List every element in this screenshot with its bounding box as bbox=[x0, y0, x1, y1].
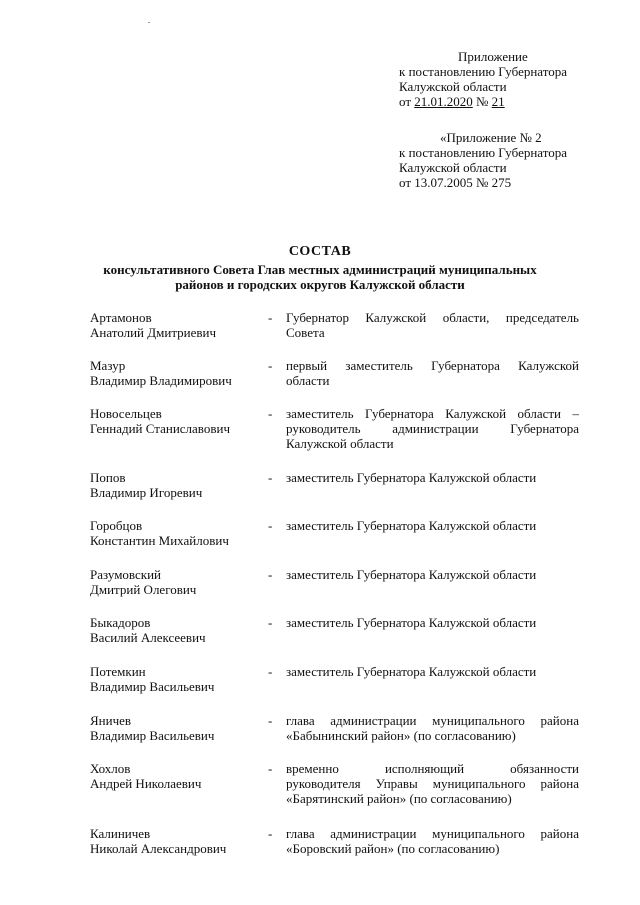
member-surname: Яничев bbox=[90, 713, 132, 728]
member-role bbox=[286, 826, 579, 856]
role-line: «Боровский район» (по согласованию) bbox=[286, 841, 500, 856]
member-name bbox=[90, 615, 265, 645]
attachment2-date-line: от 13.07.2005 № 275 bbox=[399, 175, 512, 190]
member-given-name: Василий Алексеевич bbox=[90, 630, 206, 645]
role-line: Совета bbox=[286, 325, 325, 340]
member-surname: Калиничев bbox=[90, 826, 151, 841]
attachment-label: Приложение bbox=[458, 49, 528, 64]
member-role bbox=[286, 664, 579, 679]
member-surname: Разумовский bbox=[90, 567, 161, 582]
member-name bbox=[90, 567, 265, 597]
attachment-date-line bbox=[399, 94, 629, 109]
member-name bbox=[90, 664, 265, 694]
member-surname: Горобцов bbox=[90, 518, 143, 533]
role-line: заместитель Губернатора Калужской области bbox=[286, 567, 537, 582]
member-role bbox=[286, 615, 579, 630]
member-dash: - bbox=[268, 470, 273, 485]
decree-number: 21 bbox=[491, 94, 505, 109]
subtitle-line-1: консультативного Совета Глав местных администраций муниципальных bbox=[103, 262, 537, 277]
member-given-name: Владимир Владимирович bbox=[90, 373, 232, 388]
attachment2-decree: к постановлению Губернатора bbox=[399, 145, 568, 160]
member-surname: Хохлов bbox=[90, 761, 131, 776]
member-dash: - bbox=[268, 518, 273, 533]
scan-speck bbox=[148, 22, 150, 23]
member-given-name: Владимир Игоревич bbox=[90, 485, 203, 500]
subtitle-line-2: районов и городских округов Калужской области bbox=[175, 277, 465, 292]
member-name bbox=[90, 358, 265, 388]
member-surname: Новосельцев bbox=[90, 406, 162, 421]
member-dash: - bbox=[268, 761, 273, 776]
page-subtitle bbox=[60, 262, 580, 292]
role-line: заместитель Губернатора Калужской области bbox=[286, 615, 537, 630]
attachment-header bbox=[399, 49, 629, 109]
member-role bbox=[286, 470, 579, 485]
member-dash: - bbox=[268, 406, 273, 421]
role-line: заместитель Губернатора Калужской области bbox=[286, 518, 537, 533]
page-title: СОСТАВ bbox=[288, 244, 352, 259]
member-role bbox=[286, 518, 579, 533]
member-dash: - bbox=[268, 664, 273, 679]
member-given-name: Анатолий Дмитриевич bbox=[90, 325, 217, 340]
member-dash: - bbox=[268, 826, 273, 841]
member-given-name: Владимир Васильевич bbox=[90, 728, 215, 743]
role-line: руководителя Управы муниципального района bbox=[286, 776, 579, 791]
member-given-name: Константин Михайлович bbox=[90, 533, 229, 548]
decree-date: 21.01.2020 bbox=[414, 94, 473, 109]
member-surname: Мазур bbox=[90, 358, 126, 373]
role-line: заместитель Губернатора Калужской области – bbox=[286, 406, 579, 421]
role-line: области bbox=[286, 373, 330, 388]
member-dash: - bbox=[268, 567, 273, 582]
member-given-name: Николай Александрович bbox=[90, 841, 227, 856]
role-line: глава администрации муниципального района bbox=[286, 826, 579, 841]
date-prefix: от bbox=[399, 94, 415, 109]
attachment2-region: Калужской области bbox=[399, 160, 507, 175]
member-surname: Попов bbox=[90, 470, 126, 485]
member-role bbox=[286, 358, 579, 388]
member-role bbox=[286, 713, 579, 743]
member-name bbox=[90, 406, 265, 436]
role-line: первый заместитель Губернатора Калужской bbox=[286, 358, 579, 373]
member-surname: Потемкин bbox=[90, 664, 146, 679]
role-line: «Барятинский район» (по согласованию) bbox=[286, 791, 512, 806]
member-dash: - bbox=[268, 713, 273, 728]
role-line: заместитель Губернатора Калужской области bbox=[286, 470, 537, 485]
role-line: Калужской области bbox=[286, 436, 394, 451]
member-role bbox=[286, 406, 579, 451]
attachment-decree: к постановлению Губернатора bbox=[399, 64, 568, 79]
role-line: заместитель Губернатора Калужской области bbox=[286, 664, 537, 679]
number-prefix: № bbox=[472, 94, 492, 109]
member-surname: Артамонов bbox=[90, 310, 152, 325]
member-dash: - bbox=[268, 358, 273, 373]
attachment2-header bbox=[399, 130, 629, 190]
member-surname: Быкадоров bbox=[90, 615, 151, 630]
role-line: Губернатор Калужской области, председатель bbox=[286, 310, 579, 325]
member-name bbox=[90, 761, 265, 791]
role-line: временно исполняющий обязанности bbox=[286, 761, 579, 776]
role-line: руководитель администрации Губернатора bbox=[286, 421, 579, 436]
attachment2-label: «Приложение № 2 bbox=[440, 130, 542, 145]
member-given-name: Андрей Николаевич bbox=[90, 776, 202, 791]
member-given-name: Владимир Васильевич bbox=[90, 679, 215, 694]
member-name bbox=[90, 826, 265, 856]
member-name bbox=[90, 713, 265, 743]
role-line: глава администрации муниципального района bbox=[286, 713, 579, 728]
attachment-region: Калужской области bbox=[399, 79, 507, 94]
member-name bbox=[90, 518, 265, 548]
member-dash: - bbox=[268, 310, 273, 325]
role-line: «Бабынинский район» (по согласованию) bbox=[286, 728, 516, 743]
member-role bbox=[286, 567, 579, 582]
member-role bbox=[286, 310, 579, 340]
member-role bbox=[286, 761, 579, 806]
member-given-name: Дмитрий Олегович bbox=[90, 582, 197, 597]
member-dash: - bbox=[268, 615, 273, 630]
member-given-name: Геннадий Станиславович bbox=[90, 421, 230, 436]
member-name bbox=[90, 470, 265, 500]
member-name bbox=[90, 310, 265, 340]
